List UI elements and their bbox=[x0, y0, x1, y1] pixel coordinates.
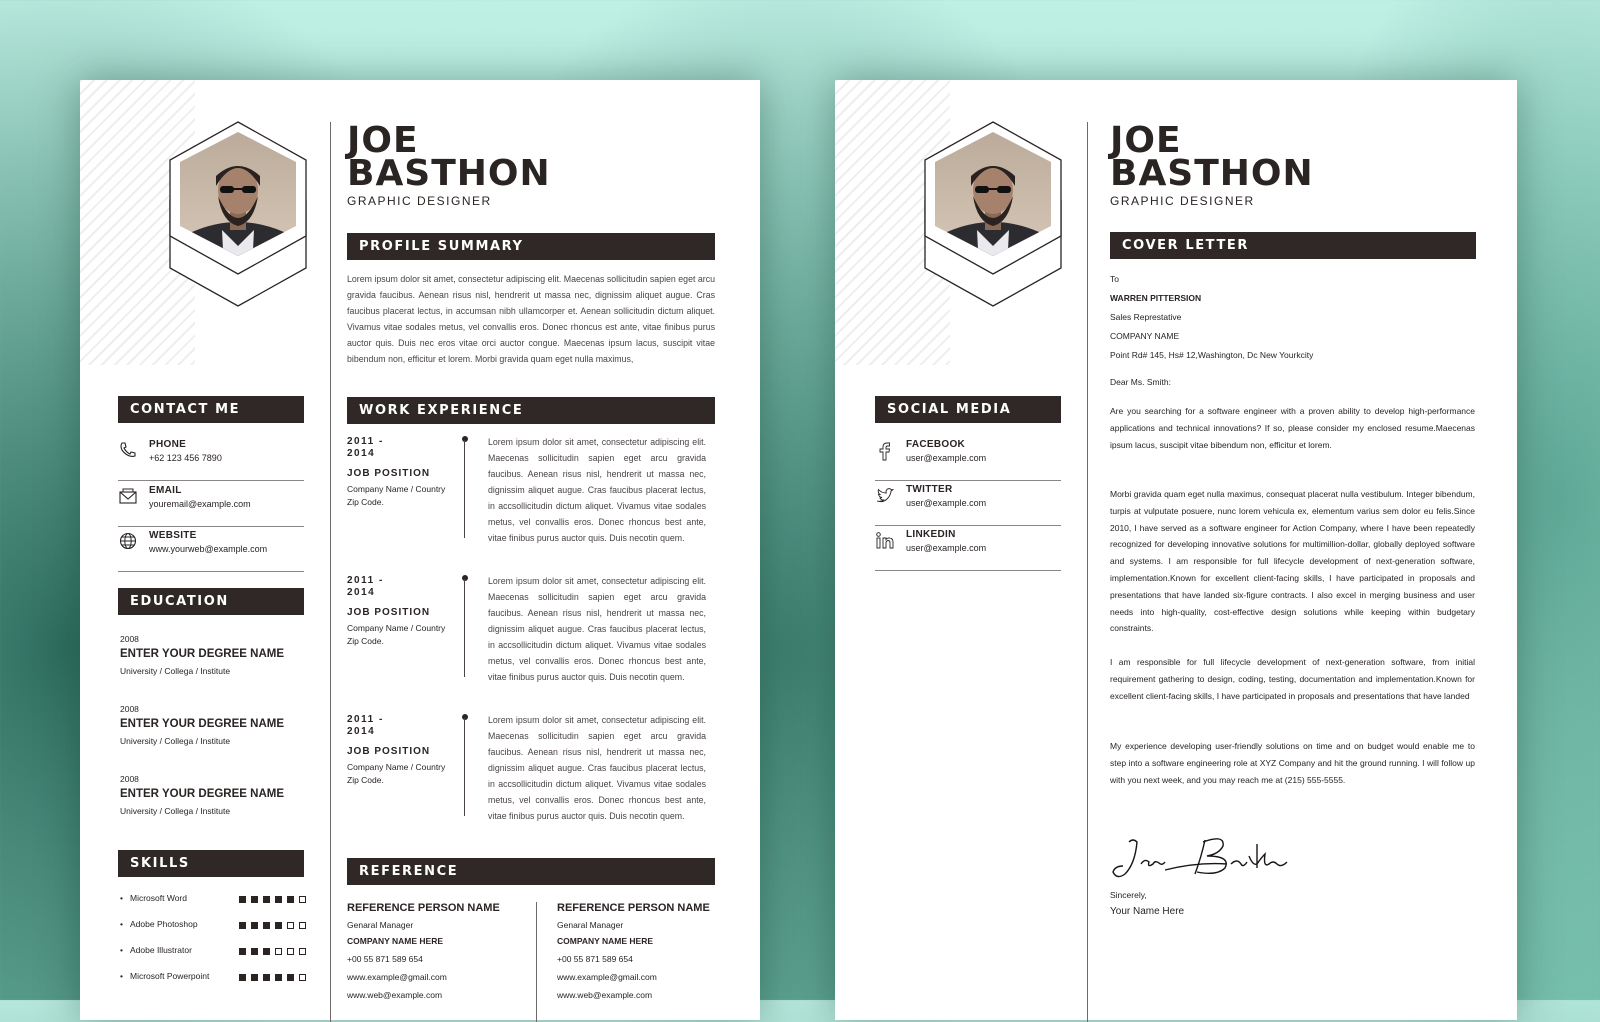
twitter-icon bbox=[875, 485, 895, 507]
rating-box-empty bbox=[287, 922, 294, 929]
hexagon-frame-icon bbox=[919, 120, 1067, 310]
social-label: LINKEDIN bbox=[906, 529, 956, 540]
work-entry bbox=[347, 575, 707, 715]
name-first: JOE bbox=[1110, 120, 1182, 161]
skills-heading: SKILLS bbox=[118, 850, 304, 877]
rating-box-filled bbox=[275, 896, 282, 903]
rating-box-empty bbox=[299, 948, 306, 955]
skill-name: Adobe Illustrator bbox=[130, 945, 192, 955]
work-entry bbox=[347, 714, 707, 854]
bullet-icon: • bbox=[120, 945, 123, 955]
social-value: user@example.com bbox=[906, 543, 987, 553]
social-twitter bbox=[875, 481, 1061, 526]
rating-box-empty bbox=[287, 948, 294, 955]
education-school: University / Collega / Institute bbox=[120, 806, 231, 816]
timeline-line bbox=[464, 440, 465, 538]
reference-company: COMPANY NAME HERE bbox=[347, 936, 444, 946]
work-company: Company Name / Country Zip Code. bbox=[347, 484, 446, 507]
reference-name: REFERENCE PERSON NAME bbox=[347, 902, 500, 914]
rating-box-filled bbox=[251, 922, 258, 929]
social-value: user@example.com bbox=[906, 453, 987, 463]
name-heading bbox=[347, 120, 551, 194]
timeline-line bbox=[464, 718, 465, 816]
education-degree: ENTER YOUR DEGREE NAME bbox=[120, 718, 285, 730]
letter-your-name: Your Name Here bbox=[1110, 906, 1185, 917]
contact-value: youremail@example.com bbox=[149, 499, 251, 509]
phone-icon bbox=[118, 440, 138, 460]
reference-phone: +00 55 871 589 654 bbox=[347, 954, 423, 964]
rating-box-filled bbox=[251, 896, 258, 903]
work-years: 2011 - 2014 bbox=[347, 714, 384, 737]
education-entry bbox=[120, 774, 310, 816]
hexagon-frame-icon bbox=[164, 120, 312, 310]
profile-photo-frame bbox=[919, 120, 1067, 310]
education-degree: ENTER YOUR DEGREE NAME bbox=[120, 648, 285, 660]
letter-paragraph: My experience developing user-friendly solutions on time and on budget would enable me to step into a software engineering role at XYZ Company and hit the ground running. I will follow up with you next week, and you may reach me at (215) 555-5555. bbox=[1110, 741, 1475, 785]
letter-company: COMPANY NAME bbox=[1110, 331, 1180, 341]
skill-row bbox=[120, 971, 306, 985]
work-entry bbox=[347, 436, 707, 576]
reference-heading: REFERENCE bbox=[347, 858, 715, 885]
rating-box-empty bbox=[299, 922, 306, 929]
education-year: 2008 bbox=[120, 704, 139, 714]
rating-box-filled bbox=[251, 974, 258, 981]
reference-entry bbox=[557, 902, 727, 1000]
skill-row bbox=[120, 919, 306, 933]
rating-box-filled bbox=[263, 974, 270, 981]
letter-recipient-title: Sales Represtative bbox=[1110, 312, 1182, 322]
reference-name: REFERENCE PERSON NAME bbox=[557, 902, 710, 914]
contact-heading: CONTACT ME bbox=[118, 396, 304, 423]
rating-box-filled bbox=[275, 922, 282, 929]
work-position: JOB POSITION bbox=[347, 746, 431, 757]
skill-rating bbox=[234, 973, 306, 983]
reference-entry bbox=[347, 902, 517, 1000]
social-label: FACEBOOK bbox=[906, 439, 966, 450]
social-facebook bbox=[875, 436, 1061, 481]
education-degree: ENTER YOUR DEGREE NAME bbox=[120, 788, 285, 800]
work-experience-heading: WORK EXPERIENCE bbox=[347, 397, 715, 424]
reference-email: www.example@gmail.com bbox=[347, 972, 447, 982]
work-position: JOB POSITION bbox=[347, 468, 431, 479]
rating-box-filled bbox=[287, 896, 294, 903]
profile-photo-frame bbox=[164, 120, 312, 310]
reference-web: www.web@example.com bbox=[557, 990, 653, 1000]
rating-box-filled bbox=[287, 974, 294, 981]
work-years: 2011 - 2014 bbox=[347, 436, 384, 459]
name-first: JOE bbox=[347, 120, 419, 161]
rating-box-filled bbox=[275, 974, 282, 981]
skill-name: Microsoft Powerpoint bbox=[130, 971, 210, 981]
timeline-dot bbox=[462, 575, 468, 581]
contact-label: PHONE bbox=[149, 439, 187, 450]
letter-closing: Sincerely, bbox=[1110, 890, 1147, 900]
education-year: 2008 bbox=[120, 774, 139, 784]
letter-recipient: WARREN PITTERSION bbox=[1110, 293, 1202, 303]
skill-name: Microsoft Word bbox=[130, 893, 187, 903]
skill-rating bbox=[234, 947, 306, 957]
profile-summary-heading: PROFILE SUMMARY bbox=[347, 233, 715, 260]
education-year: 2008 bbox=[120, 634, 139, 644]
social-media-heading: SOCIAL MEDIA bbox=[875, 396, 1061, 423]
cover-letter-page bbox=[835, 80, 1517, 1020]
social-linkedin bbox=[875, 526, 1061, 571]
rating-box-filled bbox=[263, 948, 270, 955]
rating-box-filled bbox=[263, 922, 270, 929]
skill-rating bbox=[234, 895, 306, 905]
education-school: University / Collega / Institute bbox=[120, 666, 231, 676]
reference-phone: +00 55 871 589 654 bbox=[557, 954, 633, 964]
name-heading bbox=[1110, 120, 1314, 194]
education-entry bbox=[120, 634, 310, 676]
letter-paragraph: Morbi gravida quam eget nulla maximus, consequat placerat nulla vestibulum. Integer bibendum, turpis at vulputate posuere, nunc lorem vehicula ex, elementum varius sem dolor eu felis.Since 2010, I have served as a software engineer for Action Company, where I have been repeatedly recognized for developing innovative solutions for multimillion-dollar, globally deployed software and systems. I am responsible for full lifecycle development of next-generation software, implementation.Known for excellent client-facing skills, I have participated in proposals and presentations that have landed six-figure contracts. I also excel in merging business and user needs into high-quality, cost-effective design solutions while keeping within budgetary constraints. bbox=[1110, 489, 1475, 634]
letter-paragraph: I am responsible for full lifecycle development of next-generation software, from initial requirement gathering to design, coding, testing, documentation and implementation.Known for excellent client-facing skills, I have participated in proposals and presentations that have landed bbox=[1110, 657, 1475, 701]
timeline-dot bbox=[462, 436, 468, 442]
letter-address: Point Rd# 145, Hs# 12,Washington, Dc New Yourkcity bbox=[1110, 350, 1314, 360]
bullet-icon: • bbox=[120, 893, 123, 903]
skill-rating bbox=[234, 921, 306, 931]
timeline-dot bbox=[462, 714, 468, 720]
resume-page bbox=[80, 80, 760, 1020]
rating-box-empty bbox=[299, 896, 306, 903]
bullet-icon: • bbox=[120, 971, 123, 981]
education-heading: EDUCATION bbox=[118, 588, 304, 615]
reference-title: Genaral Manager bbox=[347, 920, 414, 930]
rating-box-empty bbox=[275, 948, 282, 955]
cover-letter-heading: COVER LETTER bbox=[1110, 232, 1476, 259]
signature-icon bbox=[1107, 834, 1307, 886]
envelope-icon bbox=[118, 486, 138, 506]
globe-icon bbox=[118, 531, 138, 551]
education-school: University / Collega / Institute bbox=[120, 736, 231, 746]
work-description: Lorem ipsum dolor sit amet, consectetur adipiscing elit. Maecenas sollicitudin sapien eget arcu gravida faucibus. Aenean risus nisl, hendrerit ut massa nec, dignissim aliquet augue. Cras faucibus placerat lectus, in accsollicitudin dictum aliquet. Vivamus vitae sodales metus, vel convallis eros. Donec rhoncus best ante, vitae finibus purus auctor quis. Duis necotin quem. bbox=[488, 576, 706, 682]
job-title: GRAPHIC DESIGNER bbox=[1110, 194, 1255, 208]
education-entry bbox=[120, 704, 310, 746]
work-position: JOB POSITION bbox=[347, 607, 431, 618]
skill-row bbox=[120, 893, 306, 907]
social-value: user@example.com bbox=[906, 498, 987, 508]
bullet-icon: • bbox=[120, 919, 123, 929]
contact-email bbox=[118, 482, 304, 527]
contact-phone bbox=[118, 436, 304, 481]
contact-label: EMAIL bbox=[149, 485, 182, 496]
name-last: BASTHON bbox=[1110, 153, 1314, 194]
skill-name: Adobe Photoshop bbox=[130, 919, 198, 929]
work-description: Lorem ipsum dolor sit amet, consectetur adipiscing elit. Maecenas sollicitudin sapien eget arcu gravida faucibus. Aenean risus nisl, hendrerit ut massa nec, dignissim aliquet augue. Cras faucibus placerat lectus, in accsollicitudin dictum aliquet. Vivamus vitae sodales metus, vel convallis eros. Donec rhoncus best ante, vitae finibus purus auctor quis. Duis necotin quem. bbox=[488, 437, 706, 543]
skill-row bbox=[120, 945, 306, 959]
work-company: Company Name / Country Zip Code. bbox=[347, 623, 446, 646]
rating-box-empty bbox=[299, 974, 306, 981]
job-title: GRAPHIC DESIGNER bbox=[347, 194, 492, 208]
rating-box-filled bbox=[239, 922, 246, 929]
rating-box-filled bbox=[239, 974, 246, 981]
work-company: Company Name / Country Zip Code. bbox=[347, 762, 446, 785]
column-divider bbox=[1087, 122, 1088, 1022]
reference-title: Genaral Manager bbox=[557, 920, 624, 930]
contact-website bbox=[118, 527, 304, 572]
reference-web: www.web@example.com bbox=[347, 990, 443, 1000]
letter-salutation: Dear Ms. Smith: bbox=[1110, 377, 1171, 387]
linkedin-icon bbox=[875, 530, 895, 552]
social-label: TWITTER bbox=[906, 484, 953, 495]
letter-paragraph: Are you searching for a software engineer with a proven ability to develop high-performance applications and technical innovations? If so, please consider my enclosed resume.Maecenas ipsum lacus, suscipit vitae bibendum non, efficitur et lorem. bbox=[1110, 406, 1475, 450]
contact-label: WEBSITE bbox=[149, 530, 197, 541]
profile-summary-text: Lorem ipsum dolor sit amet, consectetur adipiscing elit. Maecenas sollicitudin sapien eget arcu gravida faucibus. Aenean risus nisl, hendrerit ut massa nec, dignissim aliquet augue. Cras faucibus placerat lectus, in accumsan nibh ullamcorper et. Aenean sollicitudin dictum aliquet. Vivamus vitae sodales metus, vel convallis eros. Donec rhoncus est ante, vitae finibus purus auctor quis. Duis nec eros vitae orci auctor congue. Maecenas ipsum lacus, suscipit vitae bibendum non, efficitur et lorem. Morbi gravida quam eget nulla maximus, bbox=[347, 274, 715, 364]
reference-divider bbox=[536, 902, 537, 1022]
rating-box-filled bbox=[239, 896, 246, 903]
reference-company: COMPANY NAME HERE bbox=[557, 936, 654, 946]
rating-box-filled bbox=[239, 948, 246, 955]
letter-to: To bbox=[1110, 274, 1119, 284]
reference-email: www.example@gmail.com bbox=[557, 972, 657, 982]
work-years: 2011 - 2014 bbox=[347, 575, 384, 598]
timeline-line bbox=[464, 579, 465, 677]
work-description: Lorem ipsum dolor sit amet, consectetur adipiscing elit. Maecenas sollicitudin sapien eget arcu gravida faucibus. Aenean risus nisl, hendrerit ut massa nec, dignissim aliquet augue. Cras faucibus placerat lectus, in accsollicitudin dictum aliquet. Vivamus vitae sodales metus, vel convallis eros. Donec rhoncus best ante, vitae finibus purus auctor quis. Duis necotin quem. bbox=[488, 715, 706, 821]
rating-box-filled bbox=[263, 896, 270, 903]
facebook-icon bbox=[875, 440, 895, 462]
rating-box-filled bbox=[251, 948, 258, 955]
column-divider bbox=[330, 122, 331, 1022]
contact-value: +62 123 456 7890 bbox=[149, 453, 222, 463]
contact-value: www.yourweb@example.com bbox=[149, 544, 268, 554]
name-last: BASTHON bbox=[347, 153, 551, 194]
